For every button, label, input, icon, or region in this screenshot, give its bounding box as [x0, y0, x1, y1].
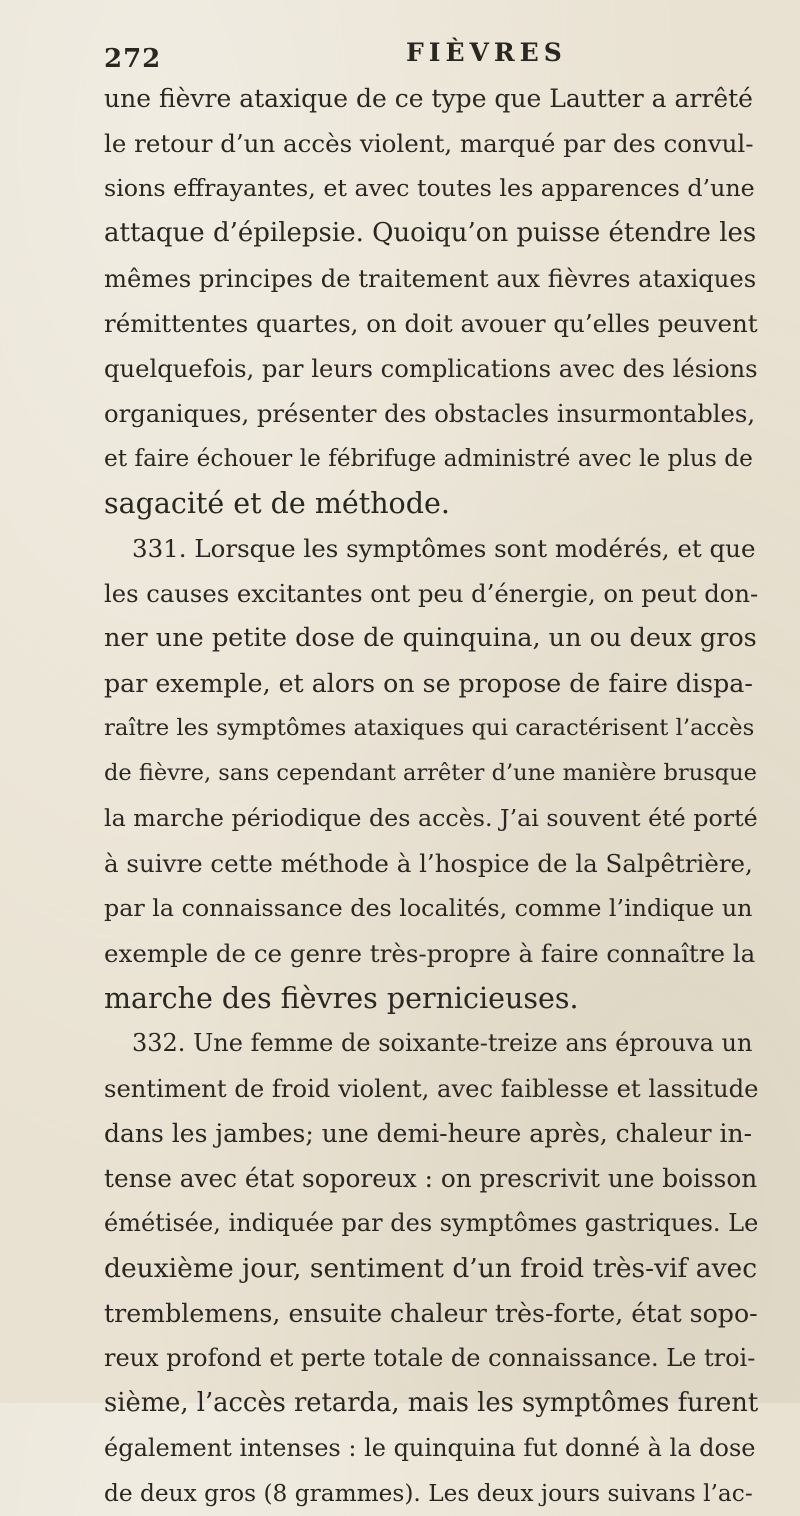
text-line: de deux gros (8 grammes). Les deux jours suivans l’ac- [104, 1480, 753, 1507]
text-line: rémittentes quartes, on doit avouer qu’elles peuvent [104, 309, 758, 338]
text-line: la marche périodique des accès. J’ai souvent été porté [104, 804, 758, 832]
text-line: attaque d’épilepsie. Quoiqu’on puisse étendre les [104, 218, 757, 248]
text-line: émétisée, indiquée par des symptômes gastriques. Le [104, 1209, 759, 1237]
text-line: mêmes principes de traitement aux fièvres ataxiques [104, 264, 757, 293]
paragraph-331-start: 331. Lorsque les symptômes sont modérés, et que [132, 534, 756, 563]
text-line: exemple de ce genre très-propre à faire connaître la [104, 939, 756, 968]
paragraph-332-start: 332. Une femme de soixante-treize ans éprouva un [132, 1029, 753, 1057]
text-line: les causes excitantes ont peu d’énergie, on peut don- [104, 579, 759, 608]
text-line: et faire échouer le fébrifuge administré avec le plus de [104, 445, 753, 472]
text-line: le retour d’un accès violent, marqué par des convul- [104, 129, 754, 158]
text-line: sentiment de froid violent, avec faiblesse et lassitude [104, 1074, 759, 1103]
text-line: par exemple, et alors on se propose de faire dispa- [104, 669, 753, 698]
text-line: tense avec état soporeux : on prescrivit une boisson [104, 1164, 758, 1193]
text-line: reux profond et perte totale de connaissance. Le troi- [104, 1344, 756, 1372]
text-line: également intenses : le quinquina fut donné à la dose [104, 1434, 756, 1462]
body-text [104, 76, 758, 1516]
page-number: 272 [104, 44, 162, 74]
text-line: sième, l’accès retarda, mais les symptômes furent [104, 1388, 759, 1418]
running-head [104, 38, 758, 74]
text-line: tremblemens, ensuite chaleur très-forte, état sopo- [104, 1299, 758, 1328]
text-line: à suivre cette méthode à l’hospice de la Salpêtrière, [104, 849, 753, 878]
text-line: organiques, présenter des obstacles insurmontables, [104, 399, 756, 428]
text-line: deuxième jour, sentiment d’un froid très-vif avec [104, 1253, 758, 1284]
text-line: de fièvre, sans cependant arrêter d’une manière brusque [104, 760, 757, 786]
text-line: raître les symptômes ataxiques qui caractérisent l’accès [104, 715, 755, 741]
text-line: ner une petite dose de quinquina, un ou deux gros [104, 623, 757, 653]
text-line: une fièvre ataxique de ce type que Lautter a arrêté [104, 84, 753, 113]
text-line: marche des fièvres pernicieuses. [104, 982, 579, 1015]
text-line: quelquefois, par leurs complications avec des lésions [104, 354, 758, 383]
running-title: FIÈVRES [406, 38, 567, 67]
text-line: sions effrayantes, et avec toutes les apparences d’une [104, 174, 755, 202]
text-line: par la connaissance des localités, comme l’indique un [104, 894, 753, 922]
text-line: sagacité et de méthode. [104, 487, 450, 520]
text-line: dans les jambes; une demi-heure après, chaleur in- [104, 1119, 753, 1148]
